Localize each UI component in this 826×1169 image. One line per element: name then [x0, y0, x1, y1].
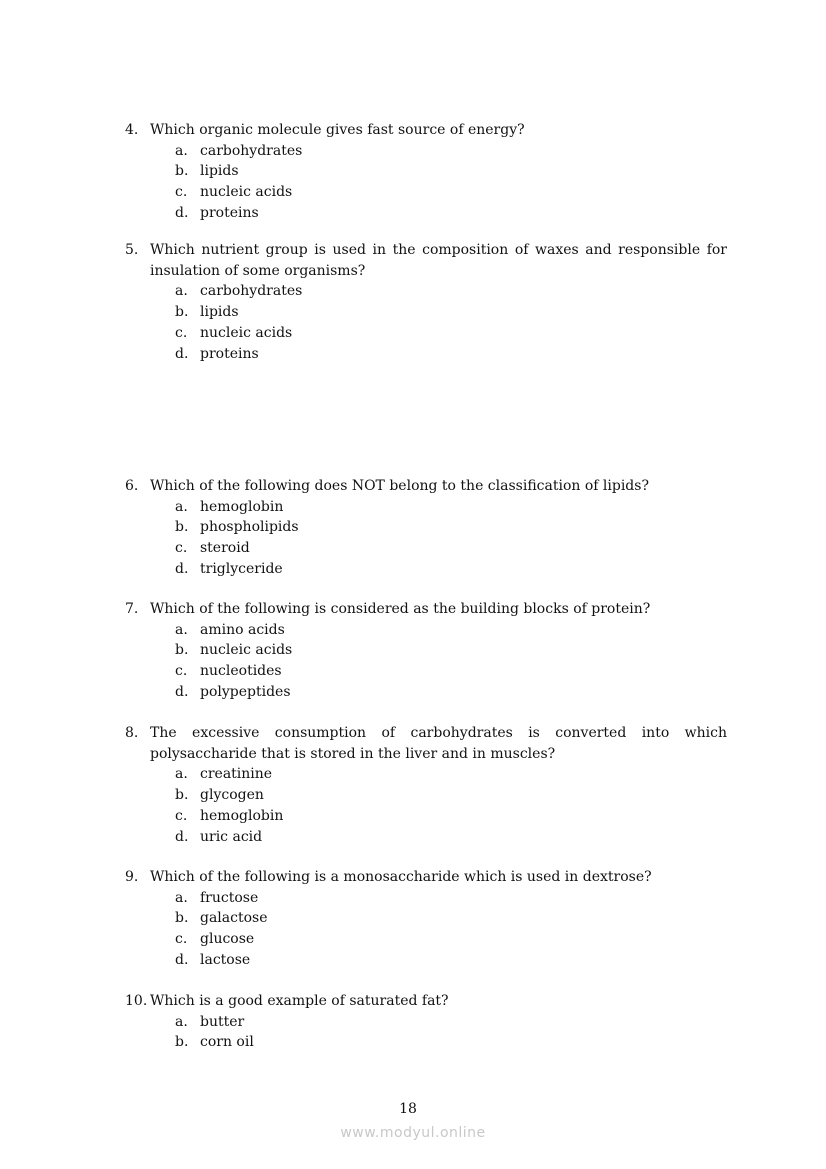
option-text: carbohydrates — [200, 283, 303, 300]
option-text: lipids — [200, 304, 239, 321]
question-text: Which nutrient group is used in the composition of waxes and responsible for insulation of some organisms? — [150, 242, 727, 279]
option-text: triglyceride — [200, 560, 283, 577]
option-text: hemoglobin — [200, 807, 284, 824]
question-text: Which of the following is a monosaccharide which is used in dextrose? — [150, 869, 652, 885]
answer-option — [125, 950, 727, 971]
question-number: 4. — [125, 122, 139, 138]
question-number: 10. — [125, 993, 148, 1009]
option-letter: b. — [175, 787, 189, 804]
option-letter: b. — [175, 304, 189, 321]
option-letter: d. — [175, 560, 189, 577]
option-letter: d. — [175, 683, 189, 700]
option-text: corn oil — [200, 1034, 254, 1051]
question-text: Which of the following is considered as the building blocks of protein? — [150, 601, 651, 617]
question-number: 8. — [125, 725, 139, 741]
option-letter: a. — [175, 889, 188, 906]
option-text: nucleic acids — [200, 324, 293, 341]
answer-option — [125, 161, 727, 182]
option-letter: d. — [175, 204, 189, 221]
question-item — [125, 120, 727, 224]
option-text: nucleic acids — [200, 642, 293, 659]
answer-option — [125, 281, 727, 302]
option-letter: c. — [175, 184, 188, 201]
answer-option — [125, 888, 727, 909]
option-text: lactose — [200, 951, 251, 968]
answer-option — [125, 203, 727, 224]
option-letter: c. — [175, 931, 188, 948]
question-item — [125, 240, 727, 364]
answer-option — [125, 1012, 727, 1033]
page-number: 18 — [399, 1101, 417, 1117]
option-letter: a. — [175, 766, 188, 783]
option-text: uric acid — [200, 828, 263, 845]
answer-option — [125, 785, 727, 806]
option-letter: a. — [175, 1013, 188, 1030]
answer-option — [125, 764, 727, 785]
option-text: creatinine — [200, 766, 273, 783]
question-number: 6. — [125, 478, 139, 494]
option-letter: d. — [175, 828, 189, 845]
answer-option — [125, 141, 727, 162]
answer-option — [125, 640, 727, 661]
option-letter: a. — [175, 283, 188, 300]
option-letter: a. — [175, 498, 188, 515]
option-text: proteins — [200, 204, 259, 221]
option-text: nucleotides — [200, 663, 282, 680]
option-text: lipids — [200, 163, 239, 180]
question-text: Which of the following does NOT belong to the classification of lipids? — [150, 478, 649, 494]
question-item — [125, 723, 727, 847]
option-letter: c. — [175, 540, 188, 557]
option-text: amino acids — [200, 621, 285, 638]
answer-option — [125, 661, 727, 682]
question-item — [125, 991, 727, 1053]
option-letter: d. — [175, 951, 189, 968]
option-text: glucose — [200, 931, 255, 948]
question-number: 7. — [125, 601, 139, 617]
option-letter: b. — [175, 910, 189, 927]
question-item — [125, 599, 727, 703]
option-letter: c. — [175, 324, 188, 341]
option-text: butter — [200, 1013, 245, 1030]
option-text: steroid — [200, 540, 250, 557]
question-text: Which organic molecule gives fast source of energy? — [150, 122, 525, 138]
question-number: 5. — [125, 242, 139, 258]
option-letter: b. — [175, 163, 189, 180]
answer-option — [125, 559, 727, 580]
question-item — [125, 867, 727, 971]
option-text: carbohydrates — [200, 142, 303, 159]
question-text: Which is a good example of saturated fat? — [150, 993, 449, 1009]
option-text: polypeptides — [200, 683, 291, 700]
option-letter: a. — [175, 621, 188, 638]
option-letter: c. — [175, 807, 188, 824]
answer-option — [125, 682, 727, 703]
option-text: phospholipids — [200, 519, 299, 536]
answer-option — [125, 497, 727, 518]
answer-option — [125, 538, 727, 559]
question-text: The excessive consumption of carbohydrates is converted into which polysaccharide that is stored in the liver and in muscles? — [150, 725, 727, 762]
watermark: www.modyul.online — [340, 1125, 486, 1141]
answer-option — [125, 344, 727, 365]
option-text: glycogen — [200, 787, 264, 804]
option-letter: d. — [175, 345, 189, 362]
option-text: nucleic acids — [200, 184, 293, 201]
option-text: hemoglobin — [200, 498, 284, 515]
question-item — [125, 476, 727, 580]
option-letter: b. — [175, 642, 189, 659]
answer-option — [125, 323, 727, 344]
option-letter: b. — [175, 519, 189, 536]
option-letter: b. — [175, 1034, 189, 1051]
answer-option — [125, 620, 727, 641]
answer-option — [125, 302, 727, 323]
answer-option — [125, 908, 727, 929]
answer-option — [125, 827, 727, 848]
answer-option — [125, 806, 727, 827]
option-text: proteins — [200, 345, 259, 362]
option-letter: c. — [175, 663, 188, 680]
question-number: 9. — [125, 869, 139, 885]
answer-option — [125, 182, 727, 203]
option-text: fructose — [200, 889, 259, 906]
option-letter: a. — [175, 142, 188, 159]
answer-option — [125, 517, 727, 538]
option-text: galactose — [200, 910, 268, 927]
answer-option — [125, 929, 727, 950]
answer-option — [125, 1032, 727, 1053]
